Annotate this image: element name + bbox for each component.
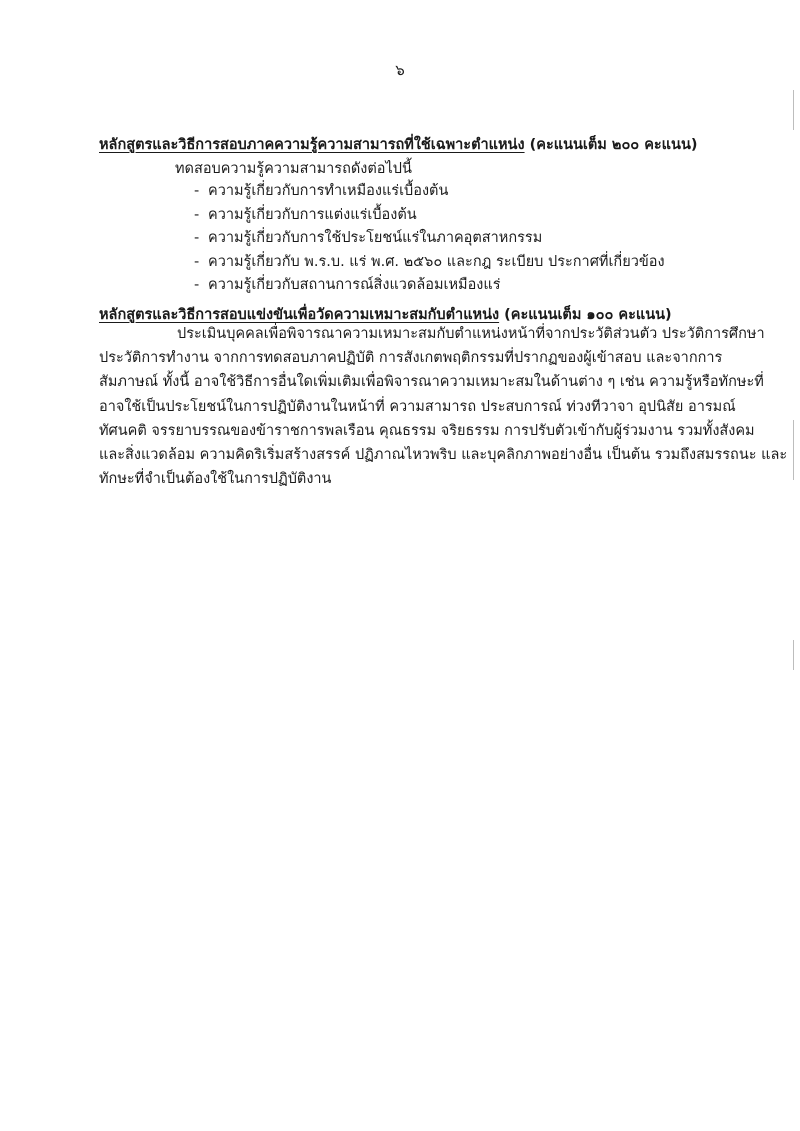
bullet-item (194, 274, 665, 298)
scan-edge-mark (793, 420, 794, 480)
dash-marker: - (194, 183, 200, 199)
bullet-item (194, 180, 665, 204)
section1-heading (99, 133, 697, 156)
section2-title: หลักสูตรและวิธีการสอบแข่งขันเพื่อวัดความเหมาะสมกับตำแหน่ง (99, 307, 500, 323)
bullet-item (194, 251, 665, 275)
paragraph-line: ทักษะที่จำเป็นต้องใช้ในการปฏิบัติงาน (99, 471, 332, 488)
paragraph-line: และสิ่งแวดล้อม ความคิดริเริ่มสร้างสรรค์ ปฏิภาณไหวพริบ และบุคลิกภาพอย่างอื่น เป็นต้น รวมถึงสมรรถนะ และ (99, 447, 788, 464)
bullet-text: ความรู้เกี่ยวกับ พ.ร.บ. แร่ พ.ศ. ๒๕๖๐ และกฎ ระเบียบ ประกาศที่เกี่ยวข้อง (208, 253, 665, 270)
bullet-text: ความรู้เกี่ยวกับการทำเหมืองแร่เบื้องต้น (208, 183, 449, 199)
paragraph-line: ทัศนคติ จรรยาบรรณของข้าราชการพลเรือน คุณธรรม จริยธรรม การปรับตัวเข้ากับผู้ร่วมงาน รวมทั้งสังคม (99, 422, 755, 439)
page-number: ๖ (395, 61, 405, 79)
dash-marker: - (194, 230, 200, 246)
section2-paragraph (99, 322, 788, 491)
bullet-text: ความรู้เกี่ยวกับการใช้ประโยชน์แร่ในภาคอุตสาหกรรม (208, 230, 543, 246)
section1-title: หลักสูตรและวิธีการสอบภาคความรู้ความสามารถที่ใช้เฉพาะตำแหน่ง (99, 137, 525, 153)
bullet-item (194, 204, 665, 228)
section1-score: (คะแนนเต็ม ๒๐๐ คะแนน) (529, 137, 698, 153)
section1-intro: ทดสอบความรู้ความสามารถดังต่อไปนี้ (175, 161, 412, 177)
scan-edge-mark (793, 90, 794, 130)
paragraph-line: สัมภาษณ์ ทั้งนี้ อาจใช้วิธีการอื่นใดเพิ่มเติมเพื่อพิจารณาความเหมาะสมในด้านต่าง ๆ เช่น ความรู้หรือทักษะที่ (99, 374, 764, 391)
paragraph-line: ประวัติการทำงาน จากการทดสอบภาคปฏิบัติ การสังเกตพฤติกรรมที่ปรากฏของผู้เข้าสอบ และจากการ (99, 350, 723, 367)
bullet-text: ความรู้เกี่ยวกับการแต่งแร่เบื้องต้น (208, 206, 417, 223)
dash-marker: - (194, 277, 200, 293)
scan-edge-mark (793, 640, 794, 670)
section2-score: (คะแนนเต็ม ๑๐๐ คะแนน) (504, 307, 672, 323)
bullet-text: ความรู้เกี่ยวกับสถานการณ์สิ่งแวดล้อมเหมืองแร่ (208, 277, 501, 293)
paragraph-line: อาจใช้เป็นประโยชน์ในการปฏิบัติงานในหน้าที่ ความสามารถ ประสบการณ์ ท่วงทีวาจา อุปนิสัย อารมณ์ (99, 398, 736, 415)
bullet-item (194, 227, 665, 251)
dash-marker: - (194, 253, 200, 270)
paragraph-line: ประเมินบุคคลเพื่อพิจารณาความเหมาะสมกับตำแหน่งหน้าที่จากประวัติส่วนตัว ประวัติการศึกษา (177, 326, 765, 342)
dash-marker: - (194, 206, 200, 223)
section1-bullet-list (194, 180, 665, 298)
